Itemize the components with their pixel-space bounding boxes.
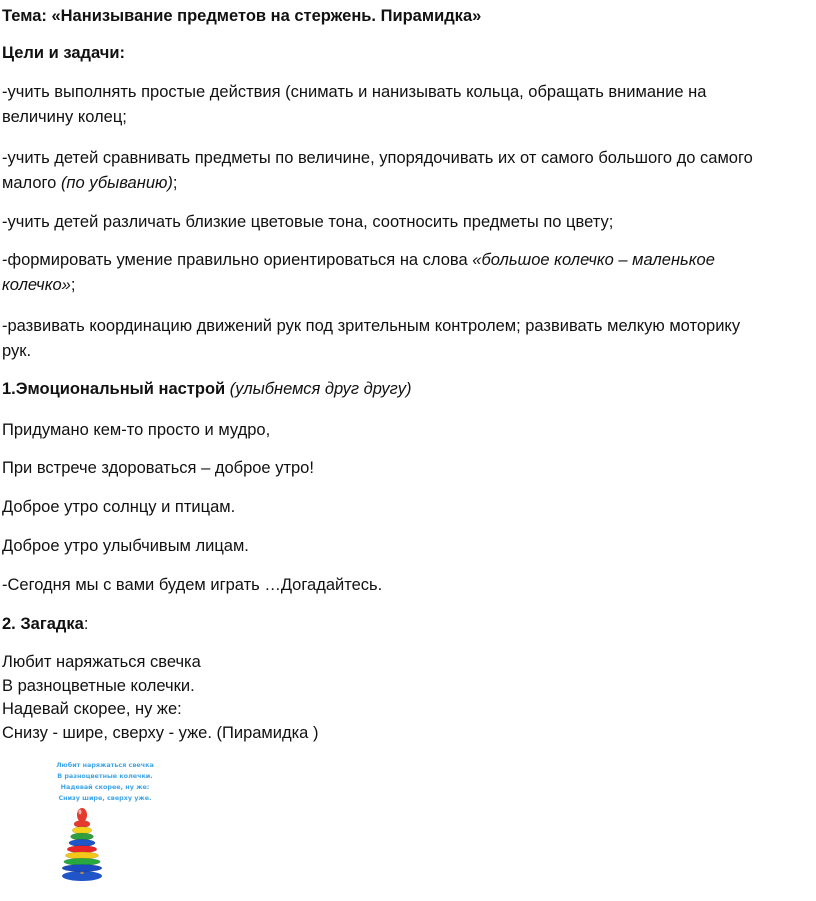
goal-1-line-1: -учить выполнять простые действия (снимать и нанизывать кольца, обращать внимание на <box>2 83 707 101</box>
riddle-line-1: Любит наряжаться свечка <box>2 653 201 671</box>
section-1-note: (улыбнемся друг другу) <box>225 380 412 398</box>
goal-2-line-2 <box>2 170 178 196</box>
goal-2-italic: (по убыванию) <box>60 174 173 192</box>
goal-4-plain: -формировать умение правильно ориентироваться на слова <box>2 251 473 269</box>
goal-5-line-1: -развивать координацию движений рук под зрительным контролем; развивать мелкую моторику <box>2 317 741 335</box>
caption-line-3: Надевай скорее, ну же: <box>60 783 150 791</box>
poem-line-1: Придумано кем-то просто и мудро, <box>2 421 271 439</box>
section-1-title: 1.Эмоциональный настрой <box>2 380 226 398</box>
poem-line-4: Доброе утро улыбчивым лицам. <box>2 537 249 555</box>
goal-5-line-2: рук. <box>2 342 32 360</box>
pyramid-illustration <box>52 756 158 886</box>
riddle <box>2 651 318 745</box>
section-1-heading <box>2 376 412 402</box>
topic-line <box>2 3 481 29</box>
poem-line-3: Доброе утро солнцу и птицам. <box>2 498 236 516</box>
goal-4-line-1 <box>2 247 715 273</box>
goals-heading: Цели и задачи: <box>2 44 125 62</box>
goal-4-line-2 <box>2 272 75 298</box>
topic-title: «Нанизывание предметов на стержень. Пирамидка» <box>51 7 482 25</box>
goal-2-line-1: -учить детей сравнивать предметы по величине, упорядочивать их от самого большого до самого <box>2 149 753 167</box>
goal-1-line-2: величину колец; <box>2 108 127 126</box>
goal-2-plain: малого <box>2 174 61 192</box>
riddle-line-2: В разноцветные колечки. <box>2 676 195 695</box>
topic-prefix: Тема: <box>2 7 52 25</box>
poem-line-2: При встрече здороваться – доброе утро! <box>2 459 314 477</box>
caption-line-1: Любит наряжаться свечка <box>56 761 154 769</box>
riddle-line-4: Снизу - шире, сверху - уже. (Пирамидка ) <box>2 723 319 742</box>
caption-line-4: Снизу шире, сверху уже. <box>58 794 152 802</box>
goal-3-line-1: -учить детей различать близкие цветовые тона, соотносить предметы по цвету; <box>2 213 614 231</box>
goal-2-end: ; <box>172 174 178 192</box>
caption-line-2: В разноцветные колечки. <box>57 772 153 780</box>
section-2-title: 2. Загадка <box>2 615 84 633</box>
riddle-line-3: Надевай скорее, ну же: <box>2 700 182 718</box>
section-2-colon: : <box>83 615 89 633</box>
pyramid-top-cap <box>77 808 87 822</box>
pyramid-ring <box>62 865 102 872</box>
illustration-caption <box>52 760 158 804</box>
goal-4-end: ; <box>70 276 76 294</box>
section-2-heading <box>2 611 88 637</box>
poem-line-5: -Сегодня мы с вами будем играть …Догадайтесь. <box>2 576 383 594</box>
goal-4-italic-2: колечко» <box>2 276 71 294</box>
pyramid-toy-icon <box>52 802 158 886</box>
goal-4-italic: «большое колечко – маленькое <box>472 251 715 269</box>
